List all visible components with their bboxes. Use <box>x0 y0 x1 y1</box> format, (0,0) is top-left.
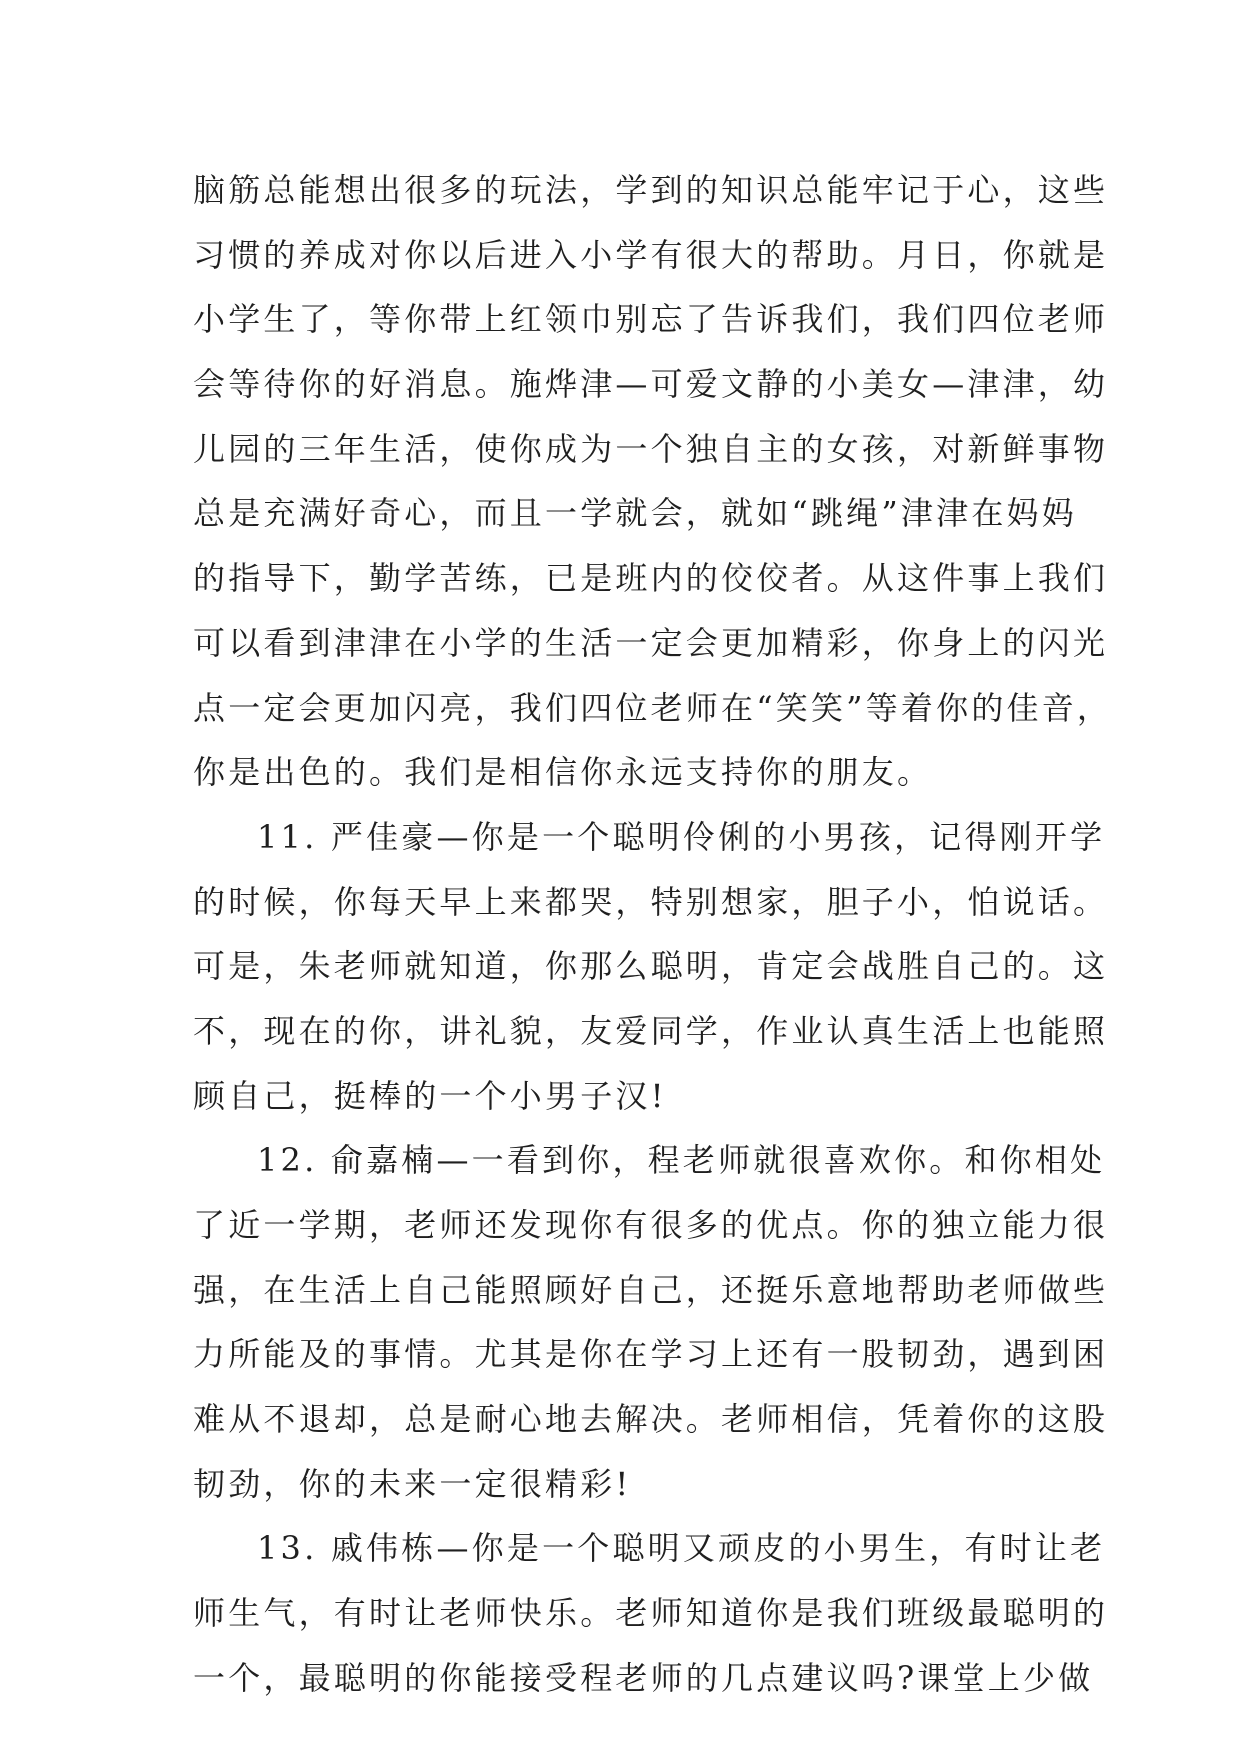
text-line: 小学生了，等你带上红领巾别忘了告诉我们，我们四位老师 <box>193 300 1109 339</box>
paragraph-12-start: 12. 俞嘉楠—一看到你，程老师就很喜欢你。和你相处 <box>257 1141 1106 1180</box>
text-line: 点一定会更加闪亮，我们四位老师在“笑笑”等着你的佳音， <box>193 688 1113 727</box>
text-line: 不，现在的你，讲礼貌，友爱同学，作业认真生活上也能照 <box>193 1011 1109 1050</box>
text-line: 强，在生活上自己能照顾好自己，还挺乐意地帮助老师做些 <box>193 1270 1109 1309</box>
text-line: 儿园的三年生活，使你成为一个独自主的女孩，对新鲜事物 <box>193 429 1109 468</box>
text-line: 脑筋总能想出很多的玩法，学到的知识总能牢记于心，这些 <box>193 171 1109 209</box>
text-line: 难从不退却，总是耐心地去解决。老师相信，凭着你的这股 <box>193 1400 1109 1439</box>
text-line: 会等待你的好消息。施烨津—可爱文静的小美女—津津，幼 <box>193 365 1109 404</box>
paragraph-13-start: 13. 戚伟栋—你是一个聪明又顽皮的小男生，有时让老 <box>257 1529 1106 1568</box>
text-line: 了近一学期，老师还发现你有很多的优点。你的独立能力很 <box>193 1206 1109 1244</box>
paragraph-11-start: 11. 严佳豪—你是一个聪明伶俐的小男孩，记得刚开学 <box>257 817 1106 856</box>
text-line: 力所能及的事情。尤其是你在学习上还有一股韧劲，遇到困 <box>193 1335 1109 1374</box>
text-line: 一个，最聪明的你能接受程老师的几点建议吗?课堂上少做 <box>193 1658 1094 1697</box>
text-line: 可以看到津津在小学的生活一定会更加精彩，你身上的闪光 <box>193 623 1109 662</box>
text-line: 你是出色的。我们是相信你永远支持你的朋友。 <box>193 753 933 792</box>
text-line: 习惯的养成对你以后进入小学有很大的帮助。月日，你就是 <box>193 235 1109 274</box>
text-line: 韧劲，你的未来一定很精彩! <box>193 1464 632 1503</box>
text-line: 顾自己，挺棒的一个小男子汉! <box>193 1076 667 1115</box>
body-text <box>193 158 1113 1711</box>
text-line: 的时候，你每天早上来都哭，特别想家，胆子小，怕说话。 <box>193 882 1109 921</box>
text-line: 总是充满好奇心，而且一学就会，就如“跳绳”津津在妈妈 <box>193 494 1077 533</box>
text-line: 的指导下，勤学苦练，已是班内的佼佼者。从这件事上我们 <box>193 559 1109 598</box>
text-line: 师生气，有时让老师快乐。老师知道你是我们班级最聪明的 <box>193 1594 1109 1633</box>
text-line: 可是，朱老师就知道，你那么聪明，肯定会战胜自己的。这 <box>193 947 1109 986</box>
